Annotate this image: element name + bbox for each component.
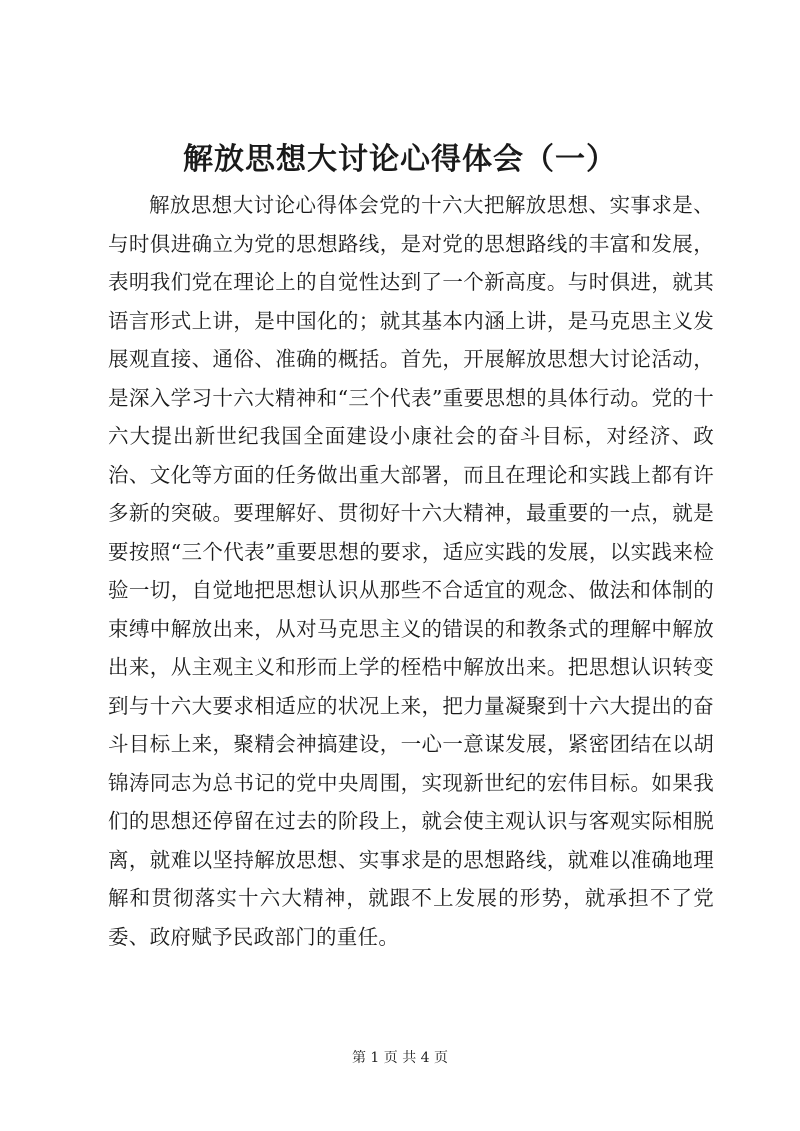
page-footer: 第 1 页 共 4 页 <box>351 1050 449 1066</box>
document-title: 解放思想大讨论心得体会（一） <box>183 142 617 177</box>
document-body-paragraph: 解放思想大讨论心得体会党的十六大把解放思想、实事求是、与时俱进确立为党的思想路线，是对党的思想路线的丰富和发展，表明我们党在理论上的自觉性达到了一个新高度。与时俱进，就其语言形式上讲，是中国化的；就其基本内涵上讲，是马克思主义发展观直接、通俗、准确的概括。首先，开展解放思想大讨论活动，是深入学习十六大精神和“三个代表”重要思想的具体行动。党的十六大提出新世纪我国全面建设小康社会的奋斗目标，对经济、政治、文化等方面的任务做出重大部署，而且在理论和实践上都有许多新的突破。要理解好、贯彻好十六大精神，最重要的一点，就是要按照“三个代表”重要思想的要求，适应实践的发展，以实践来检验一切，自觉地把思想认识从那些不合适宜的观念、做法和体制的束缚中解放出来，从对马克思主义的错误的和教条式的理解中解放出来，从主观主义和形而上学的桎梏中解放出来。把思想认识转变到与十六大要求相适应的状况上来，把力量凝聚到十六大提出的奋斗目标上来，聚精会神搞建设，一心一意谋发展，紧密团结在以胡锦涛同志为总书记的党中央周围，实现新世纪的宏伟目标。如果我们的思想还停留在过去的阶段上，就会使主观认识与客观实际相脱离，就难以坚持解放思想、实事求是的思想路线，就难以准确地理解和贯彻落实十六大精神，就跟不上发展的形势，就承担不了党委、政府赋予民政部门的重任。 <box>108 193 714 949</box>
